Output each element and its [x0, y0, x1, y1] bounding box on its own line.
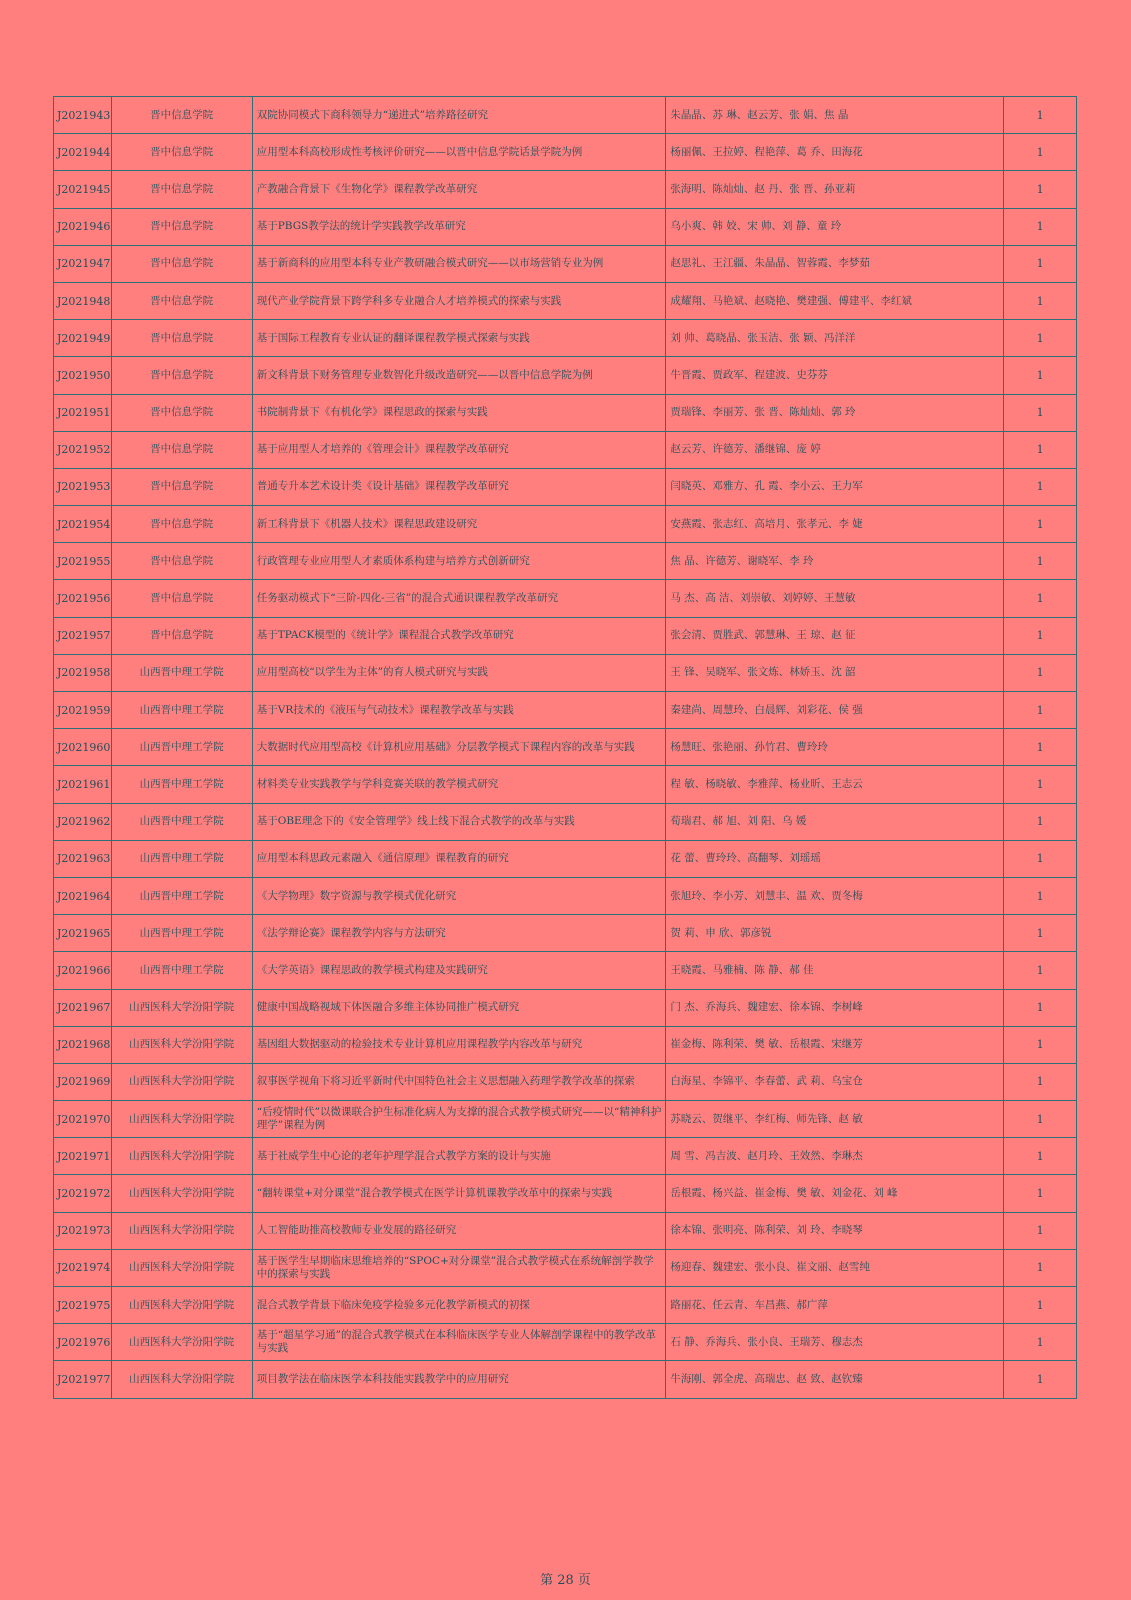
school-cell: 晋中信息学院: [111, 580, 252, 617]
members-cell: 张会清、贾胜武、郭慧琳、王 琼、赵 征: [666, 617, 1004, 654]
project-title-cell: 项目教学法在临床医学本科技能实践教学中的应用研究: [252, 1361, 666, 1398]
project-id-cell: J2021964: [54, 877, 112, 914]
members-cell: 秦建尚、周慧玲、白晨辉、刘彩花、侯 强: [666, 692, 1004, 729]
members-cell: 崔金梅、陈利荣、樊 敏、岳根霞、宋继芳: [666, 1026, 1004, 1063]
project-id-cell: J2021966: [54, 952, 112, 989]
table-row: [54, 803, 1077, 840]
school-cell: 晋中信息学院: [111, 282, 252, 319]
project-title-cell: 书院制背景下《有机化学》课程思政的探索与实践: [252, 394, 666, 431]
project-id-cell: J2021973: [54, 1212, 112, 1249]
project-id-cell: J2021960: [54, 729, 112, 766]
project-title-cell: 普通专升本艺术设计类《设计基础》课程教学改革研究: [252, 468, 666, 505]
project-title-cell: 行政管理专业应用型人才素质体系构建与培养方式创新研究: [252, 543, 666, 580]
members-cell: 安燕霞、张志红、高培月、张孝元、李 婕: [666, 506, 1004, 543]
project-id-cell: J2021969: [54, 1063, 112, 1100]
school-cell: 山西晋中理工学院: [111, 654, 252, 691]
project-id-cell: J2021954: [54, 506, 112, 543]
school-cell: 山西医科大学汾阳学院: [111, 1101, 252, 1138]
table-row: [54, 208, 1077, 245]
school-cell: 山西晋中理工学院: [111, 766, 252, 803]
table-row: [54, 320, 1077, 357]
table-row: [54, 952, 1077, 989]
project-title-cell: 叙事医学视角下将习近平新时代中国特色社会主义思想融入药理学教学改革的探索: [252, 1063, 666, 1100]
project-id-cell: J2021956: [54, 580, 112, 617]
table-row: [54, 431, 1077, 468]
school-cell: 山西晋中理工学院: [111, 692, 252, 729]
count-cell: 1: [1004, 1287, 1077, 1324]
project-table-body: [54, 97, 1077, 1399]
project-title-cell: 产教融合背景下《生物化学》课程教学改革研究: [252, 171, 666, 208]
project-id-cell: J2021977: [54, 1361, 112, 1398]
project-title-cell: “翻转课堂+对分课堂”混合教学模式在医学计算机课教学改革中的探索与实践: [252, 1175, 666, 1212]
table-row: [54, 692, 1077, 729]
count-cell: 1: [1004, 803, 1077, 840]
school-cell: 山西医科大学汾阳学院: [111, 989, 252, 1026]
table-row: [54, 282, 1077, 319]
school-cell: 山西晋中理工学院: [111, 877, 252, 914]
members-cell: 门 杰、乔海兵、魏建宏、徐本锦、李树峰: [666, 989, 1004, 1026]
school-cell: 山西医科大学汾阳学院: [111, 1212, 252, 1249]
members-cell: 朱晶晶、苏 琳、赵云芳、张 娟、焦 晶: [666, 97, 1004, 134]
project-id-cell: J2021971: [54, 1138, 112, 1175]
project-id-cell: J2021958: [54, 654, 112, 691]
school-cell: 晋中信息学院: [111, 468, 252, 505]
members-cell: 赵思礼、王江疆、朱晶晶、智蓉霞、李梦茹: [666, 245, 1004, 282]
members-cell: 成耀翔、马艳斌、赵晓艳、樊建强、傅建平、李红斌: [666, 282, 1004, 319]
members-cell: 王晓霞、马雅楠、陈 静、郝 佳: [666, 952, 1004, 989]
project-title-cell: 基因组大数据驱动的检验技术专业计算机应用课程教学内容改革与研究: [252, 1026, 666, 1063]
count-cell: 1: [1004, 1138, 1077, 1175]
members-cell: 贺 莉、申 欣、郭彦锐: [666, 915, 1004, 952]
members-cell: 赵云芳、许德芳、潘继锦、庞 婷: [666, 431, 1004, 468]
table-row: [54, 840, 1077, 877]
project-title-cell: 任务驱动模式下“三阶-四化-三省”的混合式通识课程教学改革研究: [252, 580, 666, 617]
members-cell: 徐本锦、张明亮、陈利荣、刘 玲、李晓琴: [666, 1212, 1004, 1249]
members-cell: 苏晓云、贺继平、李红梅、师先锋、赵 敏: [666, 1101, 1004, 1138]
count-cell: 1: [1004, 208, 1077, 245]
project-title-cell: 新工科背景下《机器人技术》课程思政建设研究: [252, 506, 666, 543]
table-row: [54, 468, 1077, 505]
count-cell: 1: [1004, 617, 1077, 654]
count-cell: 1: [1004, 1063, 1077, 1100]
project-id-cell: J2021950: [54, 357, 112, 394]
school-cell: 山西医科大学汾阳学院: [111, 1026, 252, 1063]
project-id-cell: J2021963: [54, 840, 112, 877]
table-row: [54, 394, 1077, 431]
count-cell: 1: [1004, 97, 1077, 134]
count-cell: 1: [1004, 840, 1077, 877]
school-cell: 晋中信息学院: [111, 394, 252, 431]
project-title-cell: 健康中国战略视域下体医融合多维主体协同推广模式研究: [252, 989, 666, 1026]
count-cell: 1: [1004, 989, 1077, 1026]
school-cell: 山西医科大学汾阳学院: [111, 1249, 252, 1286]
project-title-cell: 基于VR技术的《液压与气动技术》课程教学改革与实践: [252, 692, 666, 729]
count-cell: 1: [1004, 1175, 1077, 1212]
table-row: [54, 1249, 1077, 1286]
table-row: [54, 729, 1077, 766]
count-cell: 1: [1004, 468, 1077, 505]
school-cell: 山西医科大学汾阳学院: [111, 1175, 252, 1212]
project-id-cell: J2021972: [54, 1175, 112, 1212]
project-title-cell: 基于国际工程教育专业认证的翻译课程教学模式探索与实践: [252, 320, 666, 357]
school-cell: 山西医科大学汾阳学院: [111, 1138, 252, 1175]
project-id-cell: J2021955: [54, 543, 112, 580]
table-row: [54, 989, 1077, 1026]
project-title-cell: 基于OBE理念下的《安全管理学》线上线下混合式教学的改革与实践: [252, 803, 666, 840]
project-id-cell: J2021959: [54, 692, 112, 729]
count-cell: 1: [1004, 134, 1077, 171]
table-row: [54, 1287, 1077, 1324]
project-title-cell: 新文科背景下财务管理专业数智化升级改造研究——以晋中信息学院为例: [252, 357, 666, 394]
members-cell: 王 锋、吴晓军、张文炼、林娇玉、沈 韶: [666, 654, 1004, 691]
project-id-cell: J2021962: [54, 803, 112, 840]
table-row: [54, 654, 1077, 691]
school-cell: 晋中信息学院: [111, 97, 252, 134]
members-cell: 路丽花、任云青、车昌燕、郝广萍: [666, 1287, 1004, 1324]
count-cell: 1: [1004, 1361, 1077, 1398]
table-row: [54, 97, 1077, 134]
count-cell: 1: [1004, 506, 1077, 543]
school-cell: 晋中信息学院: [111, 543, 252, 580]
table-row: [54, 171, 1077, 208]
count-cell: 1: [1004, 580, 1077, 617]
school-cell: 晋中信息学院: [111, 357, 252, 394]
members-cell: 焦 晶、许德芳、谢晓军、李 玲: [666, 543, 1004, 580]
project-title-cell: 基于“超星学习通”的混合式教学模式在本科临床医学专业人体解剖学课程中的教学改革与实践: [252, 1324, 666, 1361]
project-id-cell: J2021965: [54, 915, 112, 952]
members-cell: 石 静、乔海兵、张小良、王瑞芳、穆志杰: [666, 1324, 1004, 1361]
school-cell: 山西晋中理工学院: [111, 803, 252, 840]
project-title-cell: 人工智能助推高校教师专业发展的路径研究: [252, 1212, 666, 1249]
table-row: [54, 134, 1077, 171]
project-id-cell: J2021943: [54, 97, 112, 134]
project-id-cell: J2021953: [54, 468, 112, 505]
school-cell: 山西晋中理工学院: [111, 729, 252, 766]
project-title-cell: 《大学物理》数字资源与教学模式优化研究: [252, 877, 666, 914]
table-row: [54, 506, 1077, 543]
table-row: [54, 580, 1077, 617]
members-cell: 牛晋霞、贾政军、程建波、史芬芬: [666, 357, 1004, 394]
school-cell: 山西晋中理工学院: [111, 952, 252, 989]
members-cell: 杨慧旺、张艳丽、孙竹君、曹玲玲: [666, 729, 1004, 766]
members-cell: 程 敏、杨晓敏、李雅萍、杨业昕、王志云: [666, 766, 1004, 803]
members-cell: 张旭玲、李小芳、刘慧丰、温 欢、贾冬梅: [666, 877, 1004, 914]
project-title-cell: 《大学英语》课程思政的教学模式构建及实践研究: [252, 952, 666, 989]
count-cell: 1: [1004, 1212, 1077, 1249]
project-title-cell: 基于新商科的应用型本科专业产教研融合模式研究——以市场营销专业为例: [252, 245, 666, 282]
project-id-cell: J2021957: [54, 617, 112, 654]
project-title-cell: 《法学辩论赛》课程教学内容与方法研究: [252, 915, 666, 952]
school-cell: 山西医科大学汾阳学院: [111, 1287, 252, 1324]
project-id-cell: J2021975: [54, 1287, 112, 1324]
members-cell: 张海明、陈灿灿、赵 丹、张 晋、孙亚莉: [666, 171, 1004, 208]
project-id-cell: J2021945: [54, 171, 112, 208]
table-row: [54, 766, 1077, 803]
project-id-cell: J2021946: [54, 208, 112, 245]
project-title-cell: 基于TPACK模型的《统计学》课程混合式教学改革研究: [252, 617, 666, 654]
count-cell: 1: [1004, 654, 1077, 691]
project-id-cell: J2021961: [54, 766, 112, 803]
count-cell: 1: [1004, 543, 1077, 580]
school-cell: 晋中信息学院: [111, 506, 252, 543]
members-cell: 花 蕾、曹玲玲、高翻琴、刘瑶瑶: [666, 840, 1004, 877]
members-cell: 周 雪、冯吉波、赵月玲、王效然、李琳杰: [666, 1138, 1004, 1175]
count-cell: 1: [1004, 692, 1077, 729]
school-cell: 山西晋中理工学院: [111, 915, 252, 952]
project-id-cell: J2021976: [54, 1324, 112, 1361]
school-cell: 晋中信息学院: [111, 617, 252, 654]
members-cell: 杨迎春、魏建宏、张小良、崔文丽、赵雪纯: [666, 1249, 1004, 1286]
count-cell: 1: [1004, 1324, 1077, 1361]
count-cell: 1: [1004, 877, 1077, 914]
project-id-cell: J2021947: [54, 245, 112, 282]
table-row: [54, 1324, 1077, 1361]
school-cell: 山西医科大学汾阳学院: [111, 1361, 252, 1398]
project-id-cell: J2021967: [54, 989, 112, 1026]
project-id-cell: J2021952: [54, 431, 112, 468]
table-row: [54, 1175, 1077, 1212]
project-title-cell: 应用型本科思政元素融入《通信原理》课程教育的研究: [252, 840, 666, 877]
project-title-cell: 现代产业学院背景下跨学科多专业融合人才培养模式的探索与实践: [252, 282, 666, 319]
project-id-cell: J2021968: [54, 1026, 112, 1063]
members-cell: 岳根霞、杨兴益、崔金梅、樊 敏、刘金花、刘 峰: [666, 1175, 1004, 1212]
count-cell: 1: [1004, 1026, 1077, 1063]
school-cell: 晋中信息学院: [111, 320, 252, 357]
school-cell: 山西晋中理工学院: [111, 840, 252, 877]
project-id-cell: J2021948: [54, 282, 112, 319]
count-cell: 1: [1004, 1101, 1077, 1138]
members-cell: 乌小爽、韩 姣、宋 帅、刘 静、童 玲: [666, 208, 1004, 245]
project-title-cell: 应用型本科高校形成性考核评价研究——以晋中信息学院话景学院为例: [252, 134, 666, 171]
table-row: [54, 357, 1077, 394]
count-cell: 1: [1004, 431, 1077, 468]
project-table: [53, 96, 1077, 1399]
count-cell: 1: [1004, 915, 1077, 952]
table-row: [54, 915, 1077, 952]
project-id-cell: J2021974: [54, 1249, 112, 1286]
table-row: [54, 877, 1077, 914]
school-cell: 晋中信息学院: [111, 171, 252, 208]
page-number: 第 28 页: [540, 1573, 591, 1588]
school-cell: 晋中信息学院: [111, 245, 252, 282]
project-title-cell: 应用型高校“以学生为主体”的育人模式研究与实践: [252, 654, 666, 691]
school-cell: 晋中信息学院: [111, 134, 252, 171]
members-cell: 白海星、李锦平、李春蕾、武 莉、乌宝仓: [666, 1063, 1004, 1100]
project-title-cell: 材料类专业实践教学与学科竞赛关联的教学模式研究: [252, 766, 666, 803]
school-cell: 山西医科大学汾阳学院: [111, 1063, 252, 1100]
count-cell: 1: [1004, 1249, 1077, 1286]
project-title-cell: 基于社威学生中心论的老年护理学混合式教学方案的设计与实施: [252, 1138, 666, 1175]
table-row: [54, 543, 1077, 580]
count-cell: 1: [1004, 171, 1077, 208]
project-title-cell: 混合式教学背景下临床免疫学检验多元化教学新模式的初探: [252, 1287, 666, 1324]
members-cell: 杨丽佩、王拉婷、程艳萍、葛 乔、田海花: [666, 134, 1004, 171]
members-cell: 荀瑞君、郝 旭、刘 阳、乌 媛: [666, 803, 1004, 840]
count-cell: 1: [1004, 394, 1077, 431]
members-cell: 牛海刚、郭全虎、高瑞忠、赵 致、赵钦臻: [666, 1361, 1004, 1398]
table-row: [54, 617, 1077, 654]
project-title-cell: “后疫情时代”以微课联合护生标准化病人为支撑的混合式教学模式研究——以“精神科护理学”课程为例: [252, 1101, 666, 1138]
project-title-cell: 基于医学生早期临床思维培养的“SPOC+对分课堂”混合式教学模式在系统解剖学教学中的探索与实践: [252, 1249, 666, 1286]
project-title-cell: 基于应用型人才培养的《管理会计》课程教学改革研究: [252, 431, 666, 468]
count-cell: 1: [1004, 282, 1077, 319]
count-cell: 1: [1004, 245, 1077, 282]
count-cell: 1: [1004, 766, 1077, 803]
count-cell: 1: [1004, 357, 1077, 394]
project-id-cell: J2021944: [54, 134, 112, 171]
project-id-cell: J2021949: [54, 320, 112, 357]
table-row: [54, 1101, 1077, 1138]
count-cell: 1: [1004, 952, 1077, 989]
members-cell: 贾瑞锋、李丽芳、张 晋、陈灿灿、郭 玲: [666, 394, 1004, 431]
project-title-cell: 基于PBGS教学法的统计学实践教学改革研究: [252, 208, 666, 245]
table-row: [54, 1361, 1077, 1398]
members-cell: 马 杰、高 洁、刘崇敏、刘婷婷、王慧敏: [666, 580, 1004, 617]
table-row: [54, 245, 1077, 282]
table-row: [54, 1063, 1077, 1100]
school-cell: 山西医科大学汾阳学院: [111, 1324, 252, 1361]
project-id-cell: J2021951: [54, 394, 112, 431]
count-cell: 1: [1004, 729, 1077, 766]
table-row: [54, 1212, 1077, 1249]
members-cell: 闫晓英、邓雅方、孔 霞、李小云、王力军: [666, 468, 1004, 505]
table-row: [54, 1138, 1077, 1175]
project-title-cell: 大数据时代应用型高校《计算机应用基础》分层教学模式下课程内容的改革与实践: [252, 729, 666, 766]
school-cell: 晋中信息学院: [111, 208, 252, 245]
count-cell: 1: [1004, 320, 1077, 357]
school-cell: 晋中信息学院: [111, 431, 252, 468]
members-cell: 刘 帅、葛晓晶、张玉洁、张 颖、冯洋洋: [666, 320, 1004, 357]
project-title-cell: 双院协同模式下商科领导力“递进式”培养路径研究: [252, 97, 666, 134]
table-row: [54, 1026, 1077, 1063]
project-id-cell: J2021970: [54, 1101, 112, 1138]
